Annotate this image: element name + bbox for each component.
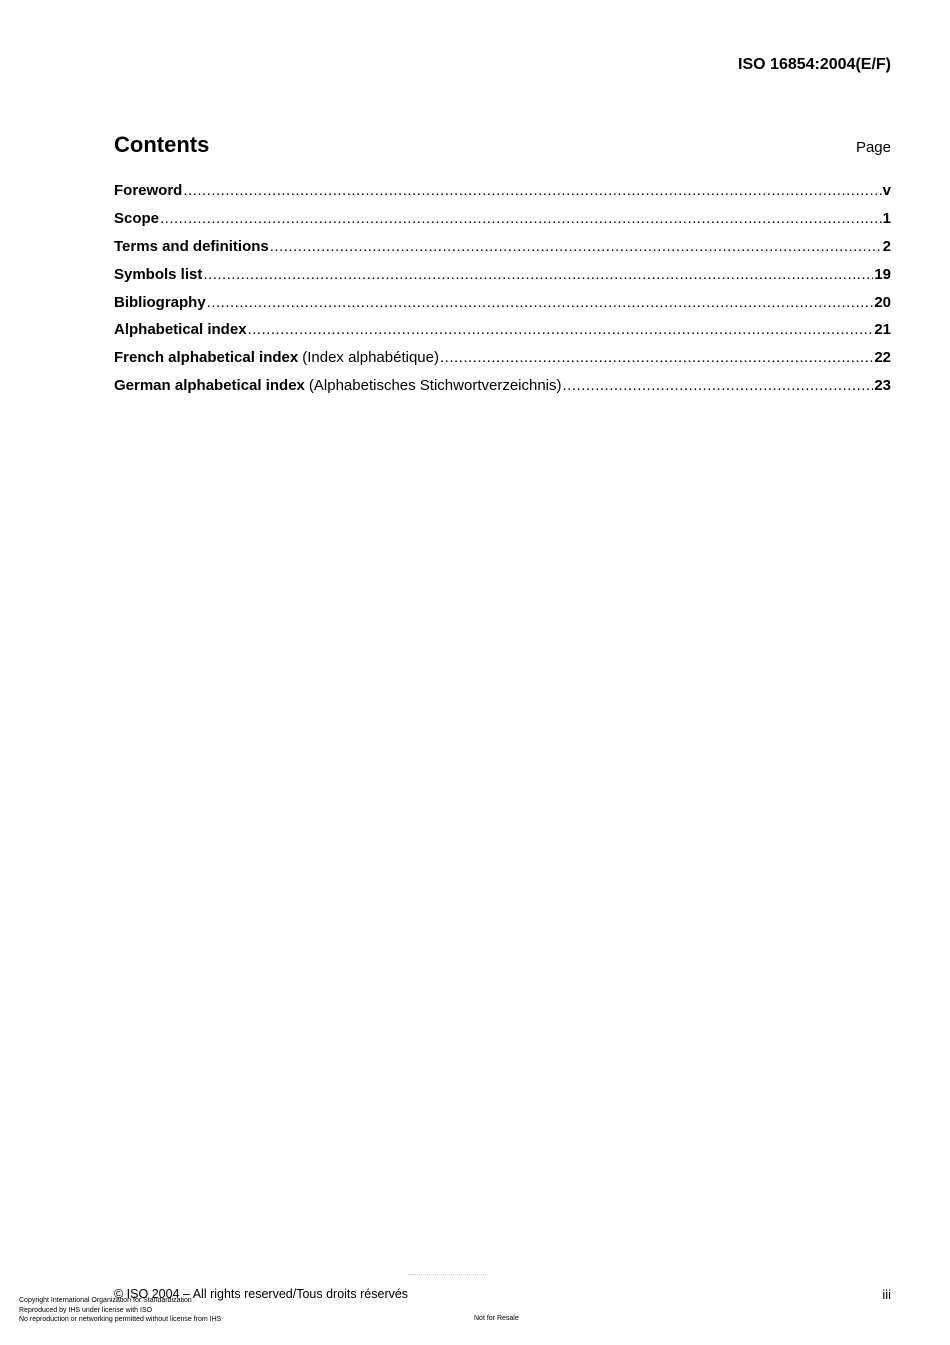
not-for-resale-notice: Not for Resale: [474, 1315, 519, 1322]
page-column-label: Page: [855, 139, 891, 156]
toc-entry-page: 23: [874, 377, 891, 395]
toc-entry-title: French alphabetical index: [114, 349, 299, 367]
toc-entry-title: German alphabetical index: [114, 377, 305, 395]
dot-leader: [207, 294, 874, 311]
license-line: Copyright International Organization for Standardization: [19, 1297, 192, 1304]
dot-leader: [440, 349, 873, 366]
toc-entry-terms-and-definitions[interactable]: [114, 238, 891, 266]
toc-entry-title: Scope: [114, 209, 160, 227]
toc-entry-title: Terms and definitions: [114, 237, 269, 255]
toc-entry-alphabetical-index[interactable]: [114, 321, 891, 349]
toc-entry-german-alphabetical-index[interactable]: [114, 377, 891, 405]
toc-entry-page: 20: [874, 293, 891, 311]
toc-entry-page: 21: [874, 321, 891, 339]
license-line: Reproduced by IHS under license with ISO: [19, 1306, 153, 1314]
dot-leader: [203, 266, 873, 283]
faint-divider: [408, 1274, 488, 1278]
license-line: No reproduction or networking permitted without license from IHS: [19, 1316, 222, 1323]
toc-entry-title: Bibliography: [114, 293, 206, 311]
license-notice: [19, 1296, 221, 1325]
toc-entry-page: 2: [882, 237, 891, 255]
dot-leader: [563, 377, 874, 394]
toc-entry-subtitle: (Index alphabétique): [302, 349, 439, 367]
dot-leader: [160, 210, 882, 227]
document-id: ISO 16854:2004(E/F): [738, 56, 891, 73]
toc-entry-page: 22: [874, 349, 891, 367]
toc-entry-page: 1: [882, 209, 891, 227]
contents-heading: Contents: [114, 132, 210, 157]
toc-entry-page: v: [882, 182, 891, 199]
toc-entry-title: Foreword: [114, 182, 183, 199]
toc-entry-title: Alphabetical index: [114, 321, 247, 339]
toc-entry-symbols-list[interactable]: [114, 266, 891, 294]
toc-entry-bibliography[interactable]: [114, 294, 891, 322]
toc-entry-scope[interactable]: [114, 210, 891, 238]
toc-entry-french-alphabetical-index[interactable]: [114, 349, 891, 377]
dot-leader: [183, 182, 881, 199]
dot-leader: [248, 321, 874, 338]
toc-entry-page: 19: [874, 265, 891, 283]
table-of-contents: [114, 182, 891, 405]
footer-page-number: iii: [882, 1287, 891, 1302]
dot-leader: [270, 238, 882, 255]
toc-entry-subtitle: (Alphabetisches Stichwortverzeichnis): [308, 377, 562, 395]
toc-entry-foreword[interactable]: [114, 182, 891, 210]
footer-copyright: © ISO 2004 – All rights reserved/Tous droits réservés: [114, 1287, 409, 1301]
toc-entry-title: Symbols list: [114, 265, 203, 283]
